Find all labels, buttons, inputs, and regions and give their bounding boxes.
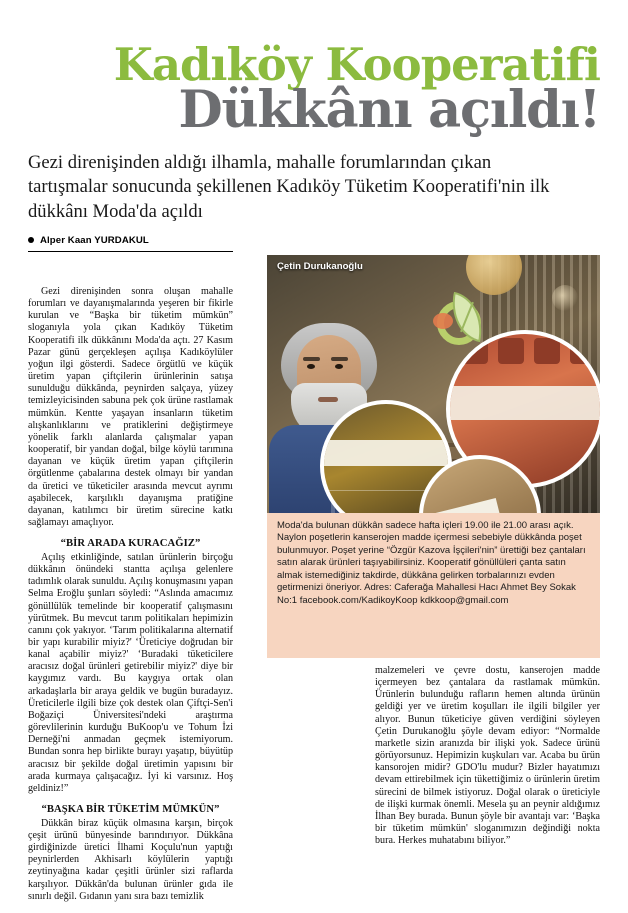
headline-line-1: Kadıköy Kooperatifi (113, 38, 600, 91)
photo-caption-box (267, 513, 600, 658)
person-brow-right (331, 357, 348, 361)
person-eye-right (335, 364, 343, 369)
byline-divider (28, 251, 233, 252)
inset-jar-lid (570, 338, 596, 364)
body-column-left (28, 286, 233, 903)
logo-berry-shape (433, 313, 453, 329)
inset-jar-labels (450, 386, 600, 420)
photo-light-bokeh-small (552, 285, 578, 311)
section-heading: “BİR ARADA KURACAĞIZ” (60, 538, 201, 550)
person-brow-left (303, 357, 320, 361)
paragraph: Dükkân biraz küçük olmasına karşın, birçok çeşit ürünü bünyesinde barındırıyor. Dükkâna girdiğinizde üretici İlhami Koçulu'nun yaptığı peynirlerden Akhisarlı köylülerin yaptığı zeytinyağına kadar çeşitli ürünler sizi raflarda karşılıyor. Dükkân'da bulunan ürünler gıda ile sınırlı değil. Gıdanın yanı sıra bazı temizlik (28, 817, 233, 902)
paragraph: malzemeleri ve çevre dostu, kanserojen madde içermeyen bez çantalara da rastlamak mümkün. Ürünlerin bulunduğu rafların hemen altında ürünün geldiği yer ve üretim koşulları ile ilgili bilgiler yer alıyor. Bunun tüketiciye güven verdiğini söyleyen Çetin Durukanoğlu şöyle devam ediyor: “Normalde marketle sizin aranızda bir ilişki yok. Sadece ürünü görüyorsunuz. Hepimizin kuşkuları var. Acaba bu ürün kansorojen midir? GDO'lu mudur? Bizler hayatımızı devam ettirebilmek için tükettiğimiz o ürünlerin üretim sürecini de bilmek istiyoruz. Doğal olarak o üreticiyle de ilişki kurmak önemli. Mesela şu an peynir aldığımız İlhan Bey burada. Bunun şöyle bir avantajı var: ‘Başka bir tüketim mümkün' sloganımızın değindiği nokta bura. Herkes muhatabını biliyor.” (375, 665, 600, 847)
page-title (28, 0, 600, 141)
photo-credit: Çetin Durukanoğlu (277, 261, 363, 272)
person-eye-left (307, 364, 315, 369)
byline-author: Alper Kaan YURDAKUL (40, 234, 149, 246)
article-subtitle: Gezi direnişinden aldığı ilhamla, mahalle forumlarından çıkan tartışmalar sonucunda şekillenen Kadıköy Tüketim Kooperatifi'nin ilk dükkânı Moda'da açıldı (28, 152, 550, 222)
headline-line-2: Dükkânı açıldı! (178, 80, 600, 141)
byline (28, 235, 233, 246)
photo-caption-text: Moda'da bulunan dükkân sadece hafta içleri 19.00 ile 21.00 arası açık. Naylon poşetlerin kanserojen madde içermesi sebebiyle dükkânda poşet bulunmuyor. Poşet yerine “Özgür Kazova İşçileri'nin” ürettiği bez çantaları satın alarak ürünleri taşıyabilirsiniz. Kooperatif gönüllüleri çanta satın almak istemediğiniz takdirde, dükkâna gelirken torbalarınızı evden getirmenizi öneriyor. Adres: Caferağa Mahallesi Hacı Ahmet Bey Sokak No:1 facebook.com/KadikoyKoop kdkkoop@gmail.com (277, 520, 586, 606)
paragraph: Açılış etkinliğinde, satılan ürünlerin birçoğu dükkânın önündeki stantta açılışa gelenlere tadımlık olarak sunuldu. Açılış konuşmasını yapan Selma Eroğlu şunları söyledi: “Aslında amacımız gönüllülük temelinde bir kooperatif çalışmasını yürütmek. Bu mevcut tarım politikaları hepimizin canını çok yakıyor. ‘Tarım politikalarına alternatif bir yapı kurabilir miyiz?' ‘Üreticiye doğrudan bir kanal açabilir miyiz?' ‘Buradaki tüketicilere aracısız doğal ürünleri getirebilir miyiz?' diye bir kaygımız vardı. Bu kaygıya ortak olan arkadaşlarla bir araya geldik ve bugün buradayız. Üreticilerle ilgili bize çok destek olan Çiftçi-Sen'i Boğaziçi Üniversitesi'ndeki araştırma görevlilerinin kurduğu BuKoop'u ve Tohum İzi Derneği'ni anmadan geçmek istemiyorum. Bundan sonra hep birlikte burayı yaşatıp, büyütüp aracısız bir şekilde doğal üretimin yapısını bir arada kurmaya çalışacağız. İyi ki varsınız. Hoş geldiniz!” (28, 551, 233, 794)
person-mouth (318, 397, 338, 402)
body-column-right (375, 665, 600, 847)
paragraph: Gezi direnişinden sonra oluşan mahalle forumları ve dayanışmalarında yeşeren bir fikirle kurulan ve “Başka bir tüketim mümkün” sloganıyla yola çıkan Kadıköy Tüketim Kooperatifi ilk dükkânını Moda'da açtı. 27 Kasım Pazar günü gerçekleşen açılışa Kadıköylüler yoğun ilgi gösterdi. Sadece örgütlü ve küçük üretim yapan çiftçilerin ürünlerinin satışa sunulduğu dükkânda, peynirden salçaya, yüzey temizleyicisinden sabuna pek çok ürüne rastlamak mümkün. Kentte yaşayan insanların tüketim alışkanlıklarını ve pratiklerini değiştirmeye yönelik farklı alanlarda çalışmalar yapan kooperatif, bir yandan doğal, bilge köylü tarımına dayanan ve küçük üretim yapan çiftçilerin örgütlenme çabalarına destek olmayı bir yandan da üretici ve tüketiciler arasında mevcut ayrımı aşabilecek, karşılıklı dayanışma pratiğine dayanan, katılımcı bir üretim sürecine katkı sağlamayı amaçlıyor. (28, 286, 233, 528)
bullet-dot-icon (28, 237, 34, 243)
byline-block (28, 235, 233, 252)
inset-oil-labels (324, 440, 448, 466)
section-heading: “BAŞKA BİR TÜKETİM MÜMKÜN” (41, 804, 220, 815)
inset-jar-lid (462, 338, 488, 364)
inset-jar-lid (498, 338, 524, 364)
inset-jar-lid (534, 338, 560, 364)
